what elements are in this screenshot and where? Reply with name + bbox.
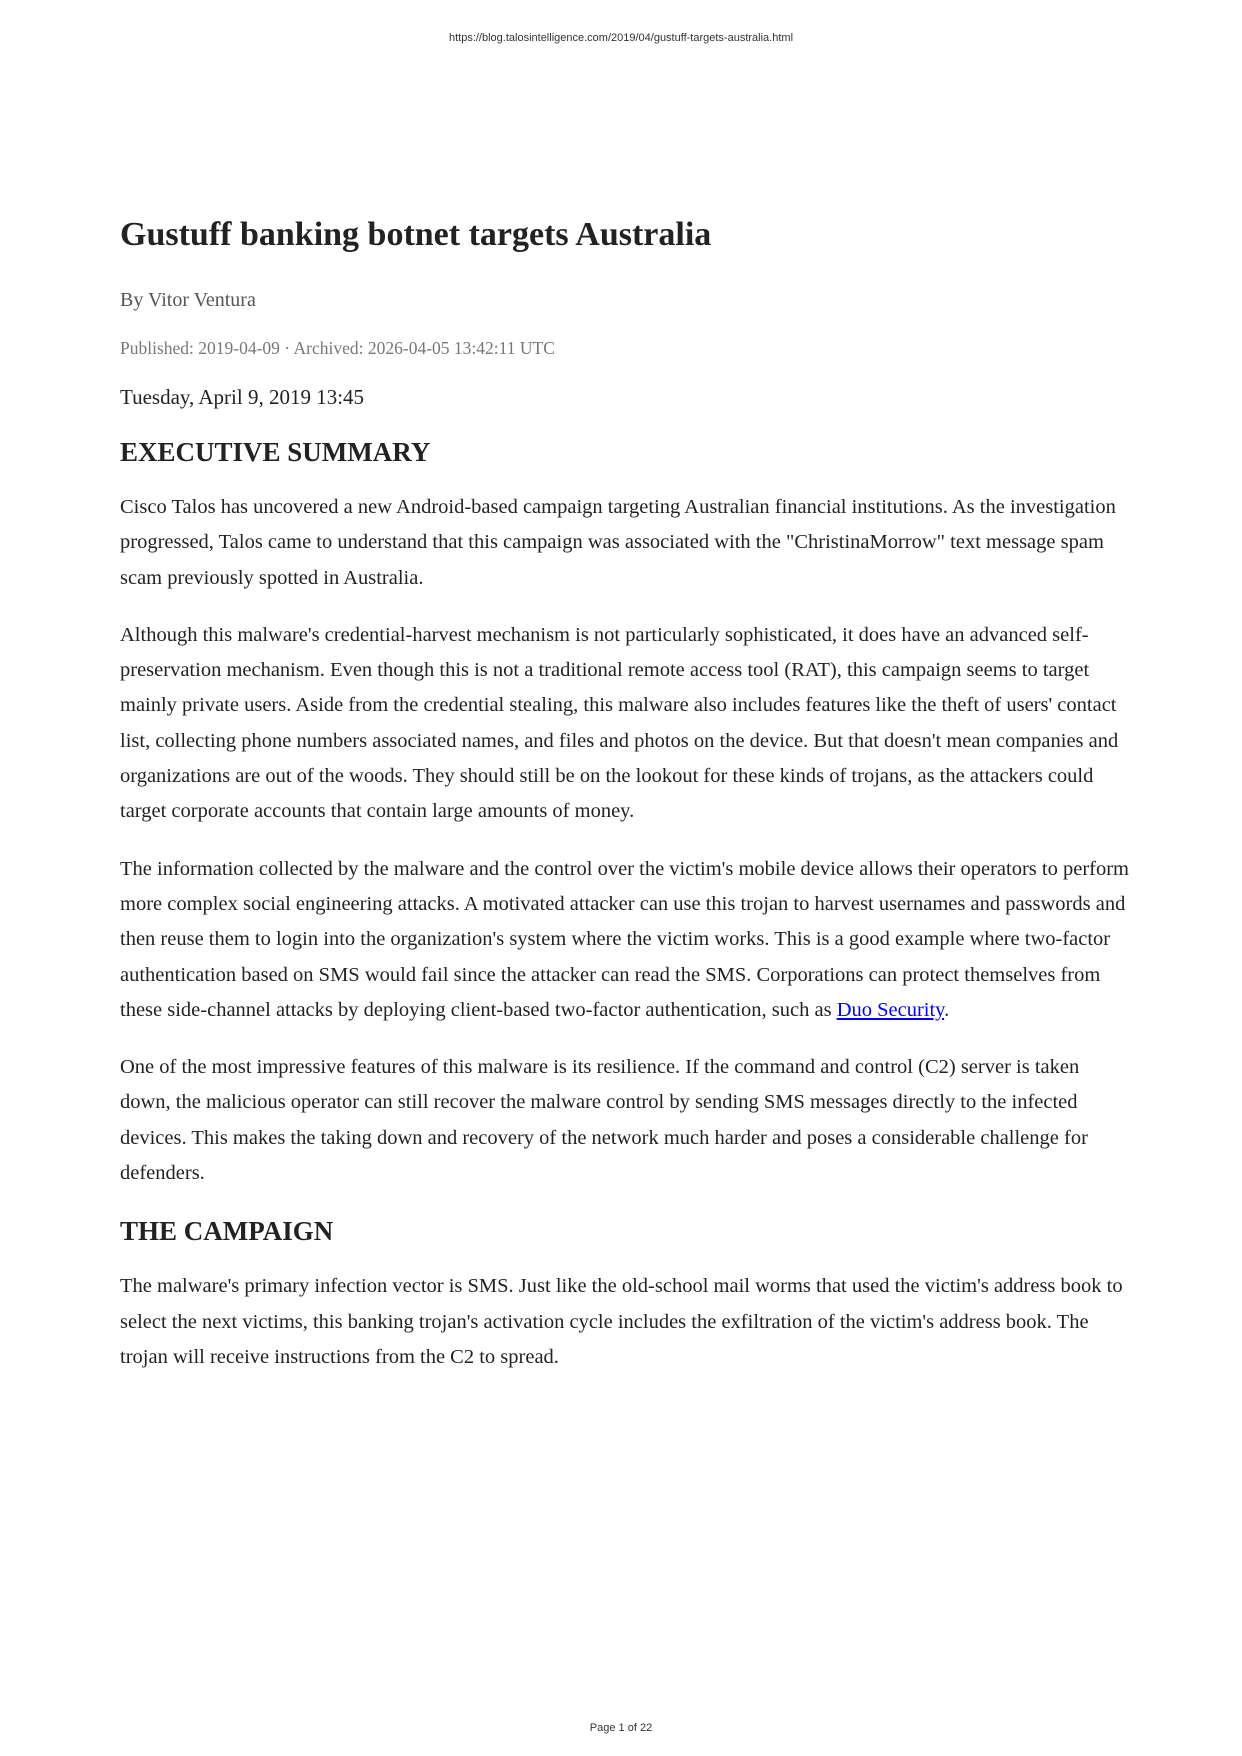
paragraph (120, 852, 1135, 1028)
paragraph: The malware's primary infection vector is SMS. Just like the old-school mail worms that used the victim's address book to select the next victims, this banking trojan's activation cycle includes the exfiltration of the victim's address book. The trojan will receive instructions from the C2 to spread. (120, 1275, 1123, 1368)
duo-security-link[interactable]: Duo Security (836, 998, 945, 1021)
paragraph-text: The information collected by the malware and the control over the victim's mobile device allows their operators to perform more complex social engineering attacks. A motivated attacker can use this trojan to harvest usernames and passwords and then reuse them to login into the organization's system where the victim works. This is a good example where two-factor authentication based on SMS would fail since the attacker can read the SMS. Corporations can protect themselves from these side-channel attacks by deploying client-based two-factor authentication, such as (120, 857, 1129, 1021)
article-title: Gustuff banking botnet targets Australia (120, 216, 712, 253)
paragraph: Although this malware's credential-harvest mechanism is not particularly sophisticated, it does have an advanced self-preservation mechanism. Even though this is not a traditional remote access tool (RAT), this campaign seems to target mainly private users. Aside from the credential stealing, this malware also includes features like the theft of users' contact list, collecting phone numbers associated names, and files and photos on the device. But that doesn't mean companies and organizations are out of the woods. They should still be on the lookout for these kinds of trojans, as the attackers could target corporate accounts that contain large amounts of money. (120, 623, 1119, 823)
article (120, 212, 1135, 1397)
publish-meta: Published: 2019-04-09 · Archived: 2026-04-05 13:42:11 UTC (120, 338, 555, 358)
page-url: https://blog.talosintelligence.com/2019/04/gustuff-targets-australia.html (448, 32, 794, 44)
post-date: Tuesday, April 9, 2019 13:45 (120, 385, 365, 409)
byline: By Vitor Ventura (120, 289, 256, 311)
heading-the-campaign: THE CAMPAIGN (120, 1216, 334, 1247)
paragraph: Cisco Talos has uncovered a new Android-based campaign targeting Australian financial institutions. As the investigation progressed, Talos came to understand that this campaign was associated with the "ChristinaMorrow" text message spam scam previously spotted in Australia. (120, 496, 1116, 589)
page-number: Page 1 of 22 (589, 1722, 653, 1734)
heading-executive-summary: EXECUTIVE SUMMARY (120, 437, 431, 467)
paragraph-text: . (944, 998, 950, 1021)
paragraph: One of the most impressive features of this malware is its resilience. If the command and control (C2) server is taken down, the malicious operator can still recover the malware control by sending SMS messages directly to the infected devices. This makes the taking down and recovery of the network much harder and poses a considerable challenge for defenders. (120, 1056, 1088, 1185)
